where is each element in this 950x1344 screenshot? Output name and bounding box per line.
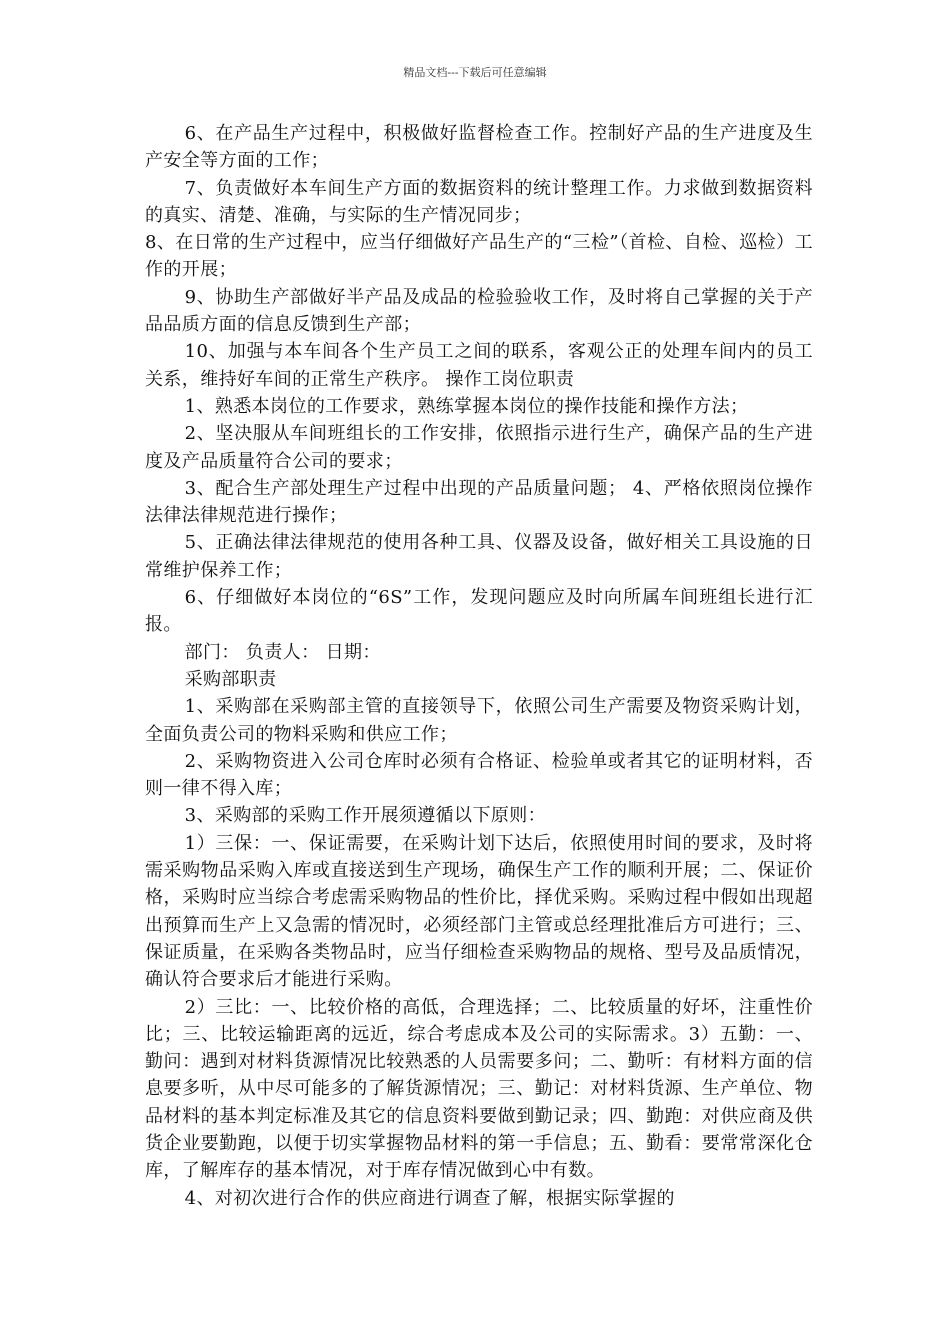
paragraph: 6、仔细做好本岗位的“6S”工作，发现问题应及时向所属车间班组长进行汇报。: [145, 587, 813, 636]
paragraph: 7、负责做好本车间生产方面的数据资料的统计整理工作。力求做到数据资料的真实、清楚、准确，与实际的生产情况同步；: [145, 177, 813, 226]
paragraph: 2）三比：一、比较价格的高低，合理选择；二、比较质量的好坏，注重性价比；三、比较运输距离的远近，综合考虑成本及公司的实际需求。3）五勤：一、勤问：遇到对材料货源情况比较熟悉的人员需要多问；二、勤听：有材料方面的信息要多听，从中尽可能多的了解货源情况；三、勤记：对材料货源、生产单位、物品材料的基本判定标准及其它的信息资料要做到勤记录；四、勤跑：对供应商及供货企业要勤跑，以便于切实掌握物品材料的第一手信息；五、勤看：要常常深化仓库，了解库存的基本情况，对于库存情况做到心中有数。: [145, 996, 813, 1182]
signature-line: 部门： 负责人： 日期：: [184, 641, 381, 663]
section-heading: 采购部职责: [184, 668, 277, 690]
paragraph: 1、采购部在采购部主管的直接领导下，依照公司生产需要及物资采购计划，全面负责公司的物料采购和供应工作；: [145, 696, 813, 745]
document-body: [145, 120, 813, 1212]
paragraph: 10、加强与本车间各个生产员工之间的联系，客观公正的处理车间内的员工关系，维持好车间的正常生产秩序。 操作工岗位职责: [145, 341, 813, 390]
paragraph: 5、正确法律法律规范的使用各种工具、仪器及设备，做好相关工具设施的日常维护保养工作；: [145, 532, 813, 581]
paragraph: 8、在日常的生产过程中，应当仔细做好产品生产的“三检”（首检、自检、巡检）工作的开展；: [145, 232, 813, 281]
paragraph: 1）三保：一、保证需要，在采购计划下达后，依照使用时间的要求，及时将需采购物品采购入库或直接送到生产现场，确保生产工作的顺利开展；二、保证价格，采购时应当综合考虑需采购物品的性价比，择优采购。采购过程中假如出现超出预算而生产上又急需的情况时，必须经部门主管或总经理批准后方可进行；三、保证质量，在采购各类物品时，应当仔细检查采购物品的规格、型号及品质情况，确认符合要求后才能进行采购。: [145, 832, 813, 991]
paragraph: 6、在产品生产过程中，积极做好监督检查工作。控制好产品的生产进度及生产安全等方面的工作；: [145, 123, 813, 172]
page-header-watermark: 精品文档---下载后可任意编辑: [403, 66, 547, 79]
paragraph: 2、采购物资进入公司仓库时必须有合格证、检验单或者其它的证明材料，否则一律不得入库；: [145, 750, 813, 800]
paragraph: 3、采购部的采购工作开展须遵循以下原则：: [184, 805, 547, 827]
paragraph: 2、坚决服从车间班组长的工作安排，依照指示进行生产，确保产品的生产进度及产品质量符合公司的要求；: [145, 423, 813, 472]
paragraph: 9、协助生产部做好半产品及成品的检验验收工作，及时将自己掌握的关于产品品质方面的信息反馈到生产部；: [145, 286, 813, 336]
paragraph: 1、熟悉本岗位的工作要求，熟练掌握本岗位的操作技能和操作方法；: [184, 395, 749, 417]
paragraph: 4、对初次进行合作的供应商进行调查了解，根据实际掌握的: [184, 1187, 675, 1209]
paragraph: 3、配合生产部处理生产过程中出现的产品质量问题； 4、严格依照岗位操作法律法律规范进行操作；: [145, 477, 813, 527]
